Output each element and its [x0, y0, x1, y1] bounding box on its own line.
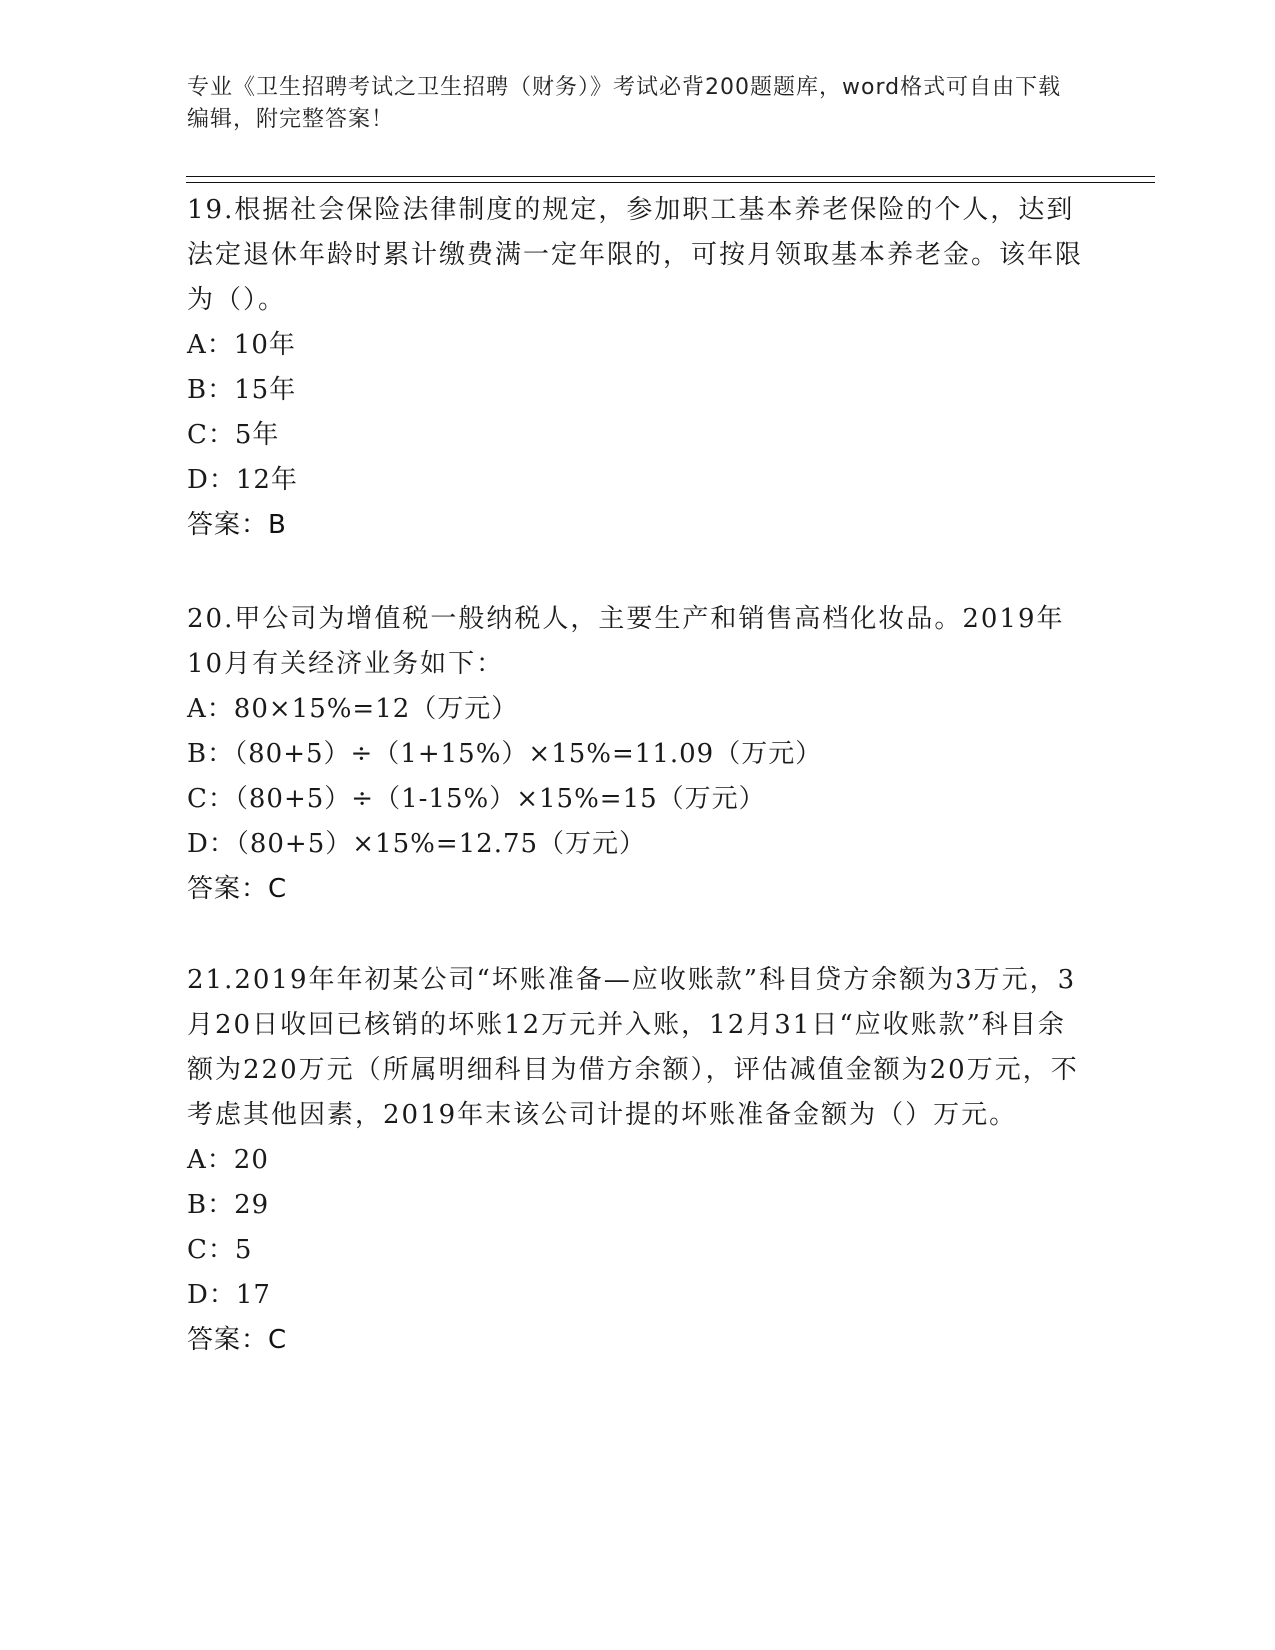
- option-b: B：15年: [187, 375, 297, 405]
- option-d: D：17: [187, 1280, 271, 1310]
- option-a: A：20: [187, 1145, 269, 1175]
- question-19: [187, 188, 1087, 548]
- question-21: [187, 958, 1087, 1363]
- answer: 答案：C: [187, 874, 288, 904]
- option-b: B：（80+5）÷（1+15%）×15%=11.09（万元）: [187, 739, 823, 769]
- question-stem: 21.2019年年初某公司“坏账准备—应收账款”科目贷方余额为3万元，3月20日收回已核销的坏账12万元并入账，12月31日“应收账款”科目余额为220万元（所属明细科目为借方余额），评估减值金额为20万元，不考虑其他因素，2019年末该公司计提的坏账准备金额为（）万元。: [187, 965, 1079, 1130]
- header-divider-bottom: [186, 182, 1155, 183]
- header-divider-top: [186, 176, 1155, 177]
- question-stem: 19.根据社会保险法律制度的规定，参加职工基本养老保险的个人，达到法定退休年龄时累计缴费满一定年限的，可按月领取基本养老金。该年限为（）。: [187, 195, 1084, 315]
- option-d: D：12年: [187, 465, 298, 495]
- answer: 答案：C: [187, 1325, 288, 1355]
- question-20: [187, 597, 1087, 912]
- option-c: C：（80+5）÷（1-15%）×15%=15（万元）: [187, 784, 766, 814]
- header-text: 专业《卫生招聘考试之卫生招聘（财务）》考试必背200题题库，word格式可自由下载编辑，附完整答案！: [187, 75, 1062, 132]
- option-c: C：5: [187, 1235, 253, 1265]
- document-header: [187, 72, 1067, 136]
- option-c: C：5年: [187, 420, 280, 450]
- option-a: A：80×15%=12（万元）: [187, 694, 519, 724]
- question-stem: 20.甲公司为增值税一般纳税人，主要生产和销售高档化妆品。2019年10月有关经济业务如下：: [187, 604, 1065, 679]
- option-a: A：10年: [187, 330, 296, 360]
- answer: 答案：B: [187, 510, 287, 540]
- option-d: D：（80+5）×15%=12.75（万元）: [187, 829, 647, 859]
- option-b: B：29: [187, 1190, 270, 1220]
